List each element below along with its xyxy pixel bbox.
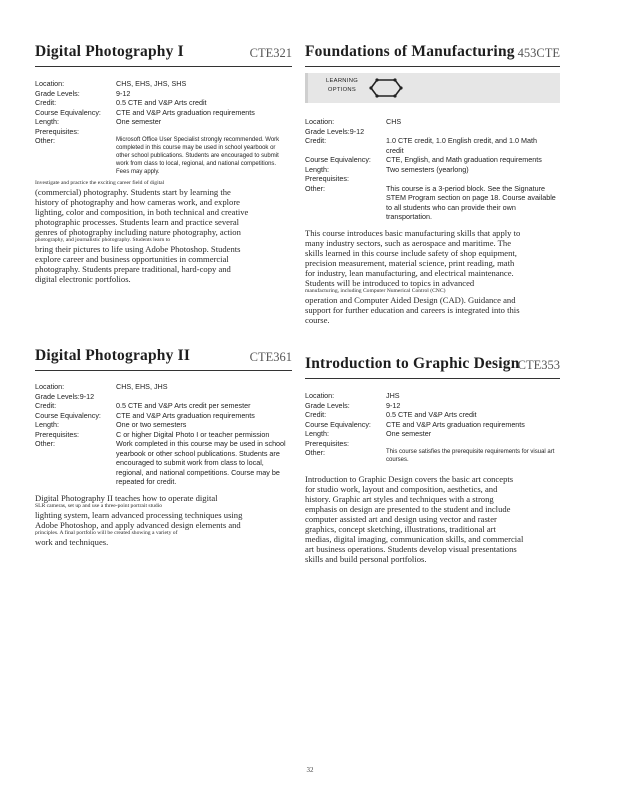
detail-value: [386, 127, 556, 137]
description-line: graphics, concept sketching, illustrations, traditional art: [305, 524, 496, 534]
detail-value: CTE and V&P Arts graduation requirements: [386, 419, 525, 429]
course-code: CTE361: [249, 350, 292, 364]
detail-key: Credit:: [35, 98, 57, 107]
description-line: photography, and journalistic photography. Students learn to: [35, 237, 171, 243]
description-line: support for further education and careers is integrated into this: [305, 304, 520, 315]
detail-value: One or two semesters: [116, 420, 187, 429]
detail-value: CHS, EHS, JHS: [116, 382, 168, 391]
detail-value: One semester: [116, 117, 162, 126]
description-line: precision measurement, material science, print reading, math: [305, 257, 515, 268]
detail-key: Location:: [35, 382, 65, 391]
course-code: CTE353: [517, 358, 560, 372]
description-line: explore career and business opportunities in commercial: [35, 254, 229, 264]
course-description: [35, 180, 292, 284]
detail-value: [386, 174, 556, 184]
detail-value: CHS: [386, 117, 402, 126]
description-line: medias, digital imaging, communication skills, and commercial: [305, 534, 524, 544]
course-introduction-to-graphic-design: [305, 352, 560, 564]
description-line: history of photography and how cameras work, and explore: [35, 197, 240, 207]
description-line: history. Graphic art styles and techniques with a strong: [305, 494, 494, 504]
detail-value: [386, 439, 556, 449]
detail-value: 0.5 CTE and V&P Arts credit: [116, 98, 207, 107]
detail-value: Microsoft Office User Specialist strongly recommended. Work completed in this course may be used in school yearbook or other school publications. Students are encouraged to submit work from class to local, regional, and national competitions. Fees may apply.: [116, 137, 280, 175]
description-line: Adobe Photoshop, and apply advanced design elements and: [35, 519, 241, 530]
detail-value: [116, 392, 286, 402]
detail-key: Other:: [35, 439, 55, 448]
detail-value: CTE, English, and Math graduation requirements: [386, 155, 542, 164]
detail-value: JHS: [386, 391, 400, 400]
course-code: CTE321: [249, 46, 292, 60]
detail-key: Credit:: [35, 401, 57, 410]
learning-options-box: [305, 73, 560, 103]
title-rule: [35, 370, 292, 371]
detail-key: Length:: [35, 117, 59, 126]
detail-key: Grade Levels:: [35, 88, 80, 98]
course-details-table: [305, 391, 556, 464]
detail-value: [116, 127, 286, 137]
title-rule: [305, 66, 560, 67]
page-number: 32: [306, 766, 314, 774]
detail-value: Work completed in this course may be used in school yearbook or other school publications. Students are encouraged to submit work from class to local, regional, and national competitions. Course may be repeated for credit.: [116, 439, 286, 486]
detail-key: Other:: [35, 136, 55, 145]
detail-key: Prerequisites:: [35, 429, 79, 439]
course-header: [35, 344, 292, 368]
detail-value: Two semesters (yearlong): [386, 164, 469, 174]
course-description: [35, 493, 292, 547]
description-line: Investigate and practice the exciting career field of digital: [35, 180, 165, 186]
detail-key: Course Equivalency:: [35, 410, 101, 420]
detail-value: 0.5 CTE and V&P Arts credit per semester: [116, 401, 251, 410]
description-line: photographic processes. Students learn and practice several: [35, 217, 240, 227]
course-title: Digital Photography I: [35, 43, 184, 60]
detail-key: Prerequisites:: [305, 174, 349, 183]
detail-key: Course Equivalency:: [305, 155, 371, 164]
detail-key: Length:: [305, 429, 329, 438]
detail-key: Course Equivalency:: [305, 419, 371, 429]
course-header: [305, 40, 560, 64]
description-line: art business operations. Students develop visual presentations: [305, 544, 517, 554]
detail-key: Grade Levels:: [305, 400, 350, 410]
course-digital-photography-1: [35, 40, 292, 284]
description-line: principles. A final portfolio will be created showing a variety of: [35, 529, 178, 536]
description-line: operation and Computer Aided Design (CAD). Guidance and: [305, 294, 516, 305]
description-line: emphasis on design are presented to the student and include: [305, 504, 511, 514]
detail-value: C or higher Digital Photo I or teacher permission: [116, 429, 270, 439]
detail-value: CTE and V&P Arts graduation requirements: [116, 107, 255, 117]
hexagon-network-icon: [368, 75, 404, 101]
detail-key: Prerequisites:: [35, 126, 79, 136]
detail-key: Length:: [305, 164, 329, 174]
course-digital-photography-2: [35, 344, 292, 547]
course-code: 453CTE: [517, 46, 560, 60]
learning-options-label: LEARNING OPTIONS: [325, 78, 359, 93]
detail-value: This course is a 3-period block. See the Signature STEM Program section on page 18. Course available to all students who can provide their own transportation.: [386, 183, 556, 221]
description-line: Introduction to Graphic Design covers the basic art concepts: [305, 474, 514, 484]
course-details-table: [35, 79, 286, 176]
course-title: Foundations of Manufacturing: [305, 43, 515, 60]
description-line: skills learned in this course include safety of shop equipment,: [305, 247, 517, 258]
course-details-table: [305, 117, 556, 222]
detail-value: 9-12: [386, 400, 401, 410]
course-description: [305, 228, 560, 325]
description-line: lighting, color and composition, in both technical and creative: [35, 207, 249, 217]
description-line: digital electronic portfolios.: [35, 274, 131, 284]
detail-key: Location:: [305, 117, 335, 126]
description-line: course.: [305, 314, 330, 325]
description-line: genres of photography including nature photography, action: [35, 227, 241, 237]
course-header: [35, 40, 292, 64]
description-line: bring their pictures to life using Adobe Photoshop. Students: [35, 244, 241, 254]
detail-value: 0.5 CTE and V&P Arts credit: [386, 410, 477, 419]
detail-key: Grade Levels:9-12: [35, 391, 95, 401]
course-title: Digital Photography II: [35, 347, 191, 364]
detail-key: Other:: [305, 448, 325, 457]
description-line: lighting system, learn advanced processing techniques using: [35, 509, 243, 520]
detail-key: Grade Levels:9-12: [305, 126, 365, 136]
description-line: computer assisted art and design using vector and raster: [305, 514, 497, 524]
description-line: photography. Students prepare traditional, hard-copy and: [35, 264, 231, 274]
detail-value: 9-12: [116, 88, 131, 98]
detail-value: This course satisfies the prerequisite requirements for visual art courses.: [386, 449, 555, 463]
detail-key: Course Equivalency:: [35, 107, 101, 117]
detail-key: Credit:: [305, 410, 327, 419]
title-rule: [35, 66, 292, 67]
description-line: manufacturing, including Computer Numerical Control (CNC): [305, 287, 446, 294]
detail-key: Prerequisites:: [305, 438, 349, 448]
title-rule: [305, 378, 560, 379]
description-line: Digital Photography II teaches how to operate digital: [35, 492, 218, 503]
detail-value: CTE and V&P Arts graduation requirements: [116, 410, 255, 420]
description-line: (commercial) photography. Students start by learning the: [35, 187, 231, 197]
detail-key: Other:: [305, 183, 325, 193]
description-line: for studio work, layout and composition, aesthetics, and: [305, 484, 498, 494]
detail-value: 1.0 CTE credit, 1.0 English credit, and 1.0 Math credit: [386, 136, 538, 155]
description-line: SLR cameras, set up and use a three-point portrait studio: [35, 502, 163, 509]
detail-key: Location:: [35, 79, 65, 88]
detail-value: One semester: [386, 429, 432, 438]
description-line: for industry, lean manufacturing, and electrical maintenance.: [305, 267, 514, 278]
course-details-table: [35, 382, 286, 487]
course-header: [305, 352, 560, 376]
description-line: skills and build personal portfolios.: [305, 554, 427, 564]
detail-key: Length:: [35, 420, 59, 429]
course-title: Introduction to Graphic Design: [305, 355, 520, 372]
detail-key: Credit:: [305, 136, 327, 145]
description-line: work and techniques.: [35, 536, 109, 547]
course-description: [305, 474, 560, 564]
description-line: Students will be introduced to topics in advanced: [305, 277, 475, 288]
description-line: many industry sectors, such as aerospace and maritime. The: [305, 237, 512, 248]
course-foundations-of-manufacturing: [305, 40, 560, 325]
detail-key: Location:: [305, 391, 335, 400]
description-line: This course introduces basic manufacturing skills that apply to: [305, 227, 521, 238]
detail-value: CHS, EHS, JHS, SHS: [116, 79, 187, 88]
